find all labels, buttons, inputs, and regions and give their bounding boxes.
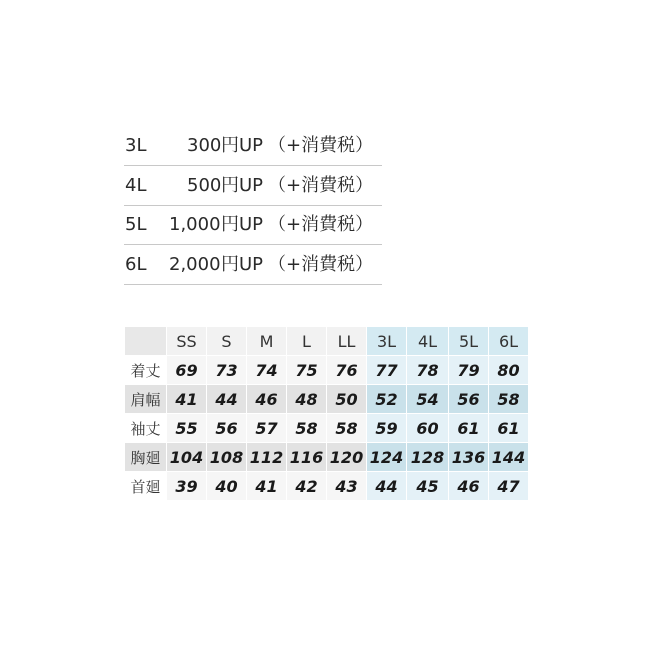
price-unit: 円UP: [221, 174, 264, 196]
table-cell: 50: [327, 385, 367, 414]
table-cell: 60: [407, 414, 449, 443]
price-unit: 円UP: [221, 135, 264, 156]
table-cell: 47: [489, 472, 529, 501]
table-cell: 40: [207, 472, 247, 501]
table-cell: 128: [407, 443, 449, 472]
table-cell: 57: [247, 414, 287, 443]
table-row: [125, 414, 529, 443]
table-cell: 77: [367, 356, 407, 385]
row-label: 胸廻: [125, 443, 167, 472]
size-header: SS: [167, 327, 207, 356]
price-size: 5L: [125, 214, 147, 235]
price-row: [124, 246, 382, 285]
size-header: M: [247, 327, 287, 356]
size-header: 6L: [489, 327, 529, 356]
price-size: 4L: [125, 174, 147, 196]
table-cell: 43: [327, 472, 367, 501]
table-cell: 46: [449, 472, 489, 501]
table-cell: 56: [449, 385, 489, 414]
table-row: [125, 356, 529, 385]
price-tax: （+消費税）: [268, 214, 374, 235]
table-cell: 54: [407, 385, 449, 414]
table-cell: 78: [407, 356, 449, 385]
table-row: [125, 472, 529, 501]
table-cell: 41: [247, 472, 287, 501]
table-cell: 80: [489, 356, 529, 385]
table-cell: 69: [167, 356, 207, 385]
size-header: LL: [327, 327, 367, 356]
price-amount: 300: [187, 135, 222, 156]
price-unit: 円UP: [221, 214, 264, 235]
table-cell: 42: [287, 472, 327, 501]
table-cell: 73: [207, 356, 247, 385]
table-cell: 108: [207, 443, 247, 472]
table-cell: 44: [367, 472, 407, 501]
table-row: [125, 443, 529, 472]
table-cell: 52: [367, 385, 407, 414]
table-cell: 116: [287, 443, 327, 472]
table-cell: 104: [167, 443, 207, 472]
price-size: 3L: [125, 135, 147, 156]
table-cell: 61: [489, 414, 529, 443]
table-row: [125, 385, 529, 414]
table-cell: 48: [287, 385, 327, 414]
price-row: [124, 127, 382, 166]
size-header: 3L: [367, 327, 407, 356]
table-cell: 59: [367, 414, 407, 443]
table-cell: 44: [207, 385, 247, 414]
table-cell: 120: [327, 443, 367, 472]
row-label: 着丈: [125, 356, 167, 385]
table-cell: 144: [489, 443, 529, 472]
size-header: 5L: [449, 327, 489, 356]
row-label: 首廻: [125, 472, 167, 501]
price-size: 6L: [125, 253, 147, 275]
row-label: 袖丈: [125, 414, 167, 443]
table-cell: 56: [207, 414, 247, 443]
table-cell: 41: [167, 385, 207, 414]
table-cell: 124: [367, 443, 407, 472]
price-row: [124, 167, 382, 206]
price-amount: 2,000: [169, 253, 221, 275]
size-chart-table: [124, 326, 529, 501]
table-cell: 55: [167, 414, 207, 443]
table-cell: 39: [167, 472, 207, 501]
table-cell: 46: [247, 385, 287, 414]
size-header: L: [287, 327, 327, 356]
table-cell: 75: [287, 356, 327, 385]
price-unit: 円UP: [221, 253, 264, 275]
price-row: [124, 206, 382, 245]
row-label: 肩幅: [125, 385, 167, 414]
table-cell: 76: [327, 356, 367, 385]
size-header-row: [125, 327, 529, 356]
table-cell: 136: [449, 443, 489, 472]
size-header: S: [207, 327, 247, 356]
table-cell: 45: [407, 472, 449, 501]
price-tax: （+消費税）: [268, 135, 374, 156]
size-header: 4L: [407, 327, 449, 356]
price-tax: （+消費税）: [268, 253, 374, 275]
price-amount: 1,000: [169, 214, 221, 235]
table-cell: 79: [449, 356, 489, 385]
price-list: [124, 127, 382, 285]
corner-cell: [125, 327, 167, 356]
table-cell: 74: [247, 356, 287, 385]
table-cell: 112: [247, 443, 287, 472]
table-cell: 61: [449, 414, 489, 443]
table-cell: 58: [287, 414, 327, 443]
table-cell: 58: [489, 385, 529, 414]
price-tax: （+消費税）: [268, 174, 374, 196]
table-cell: 58: [327, 414, 367, 443]
price-amount: 500: [187, 174, 222, 196]
